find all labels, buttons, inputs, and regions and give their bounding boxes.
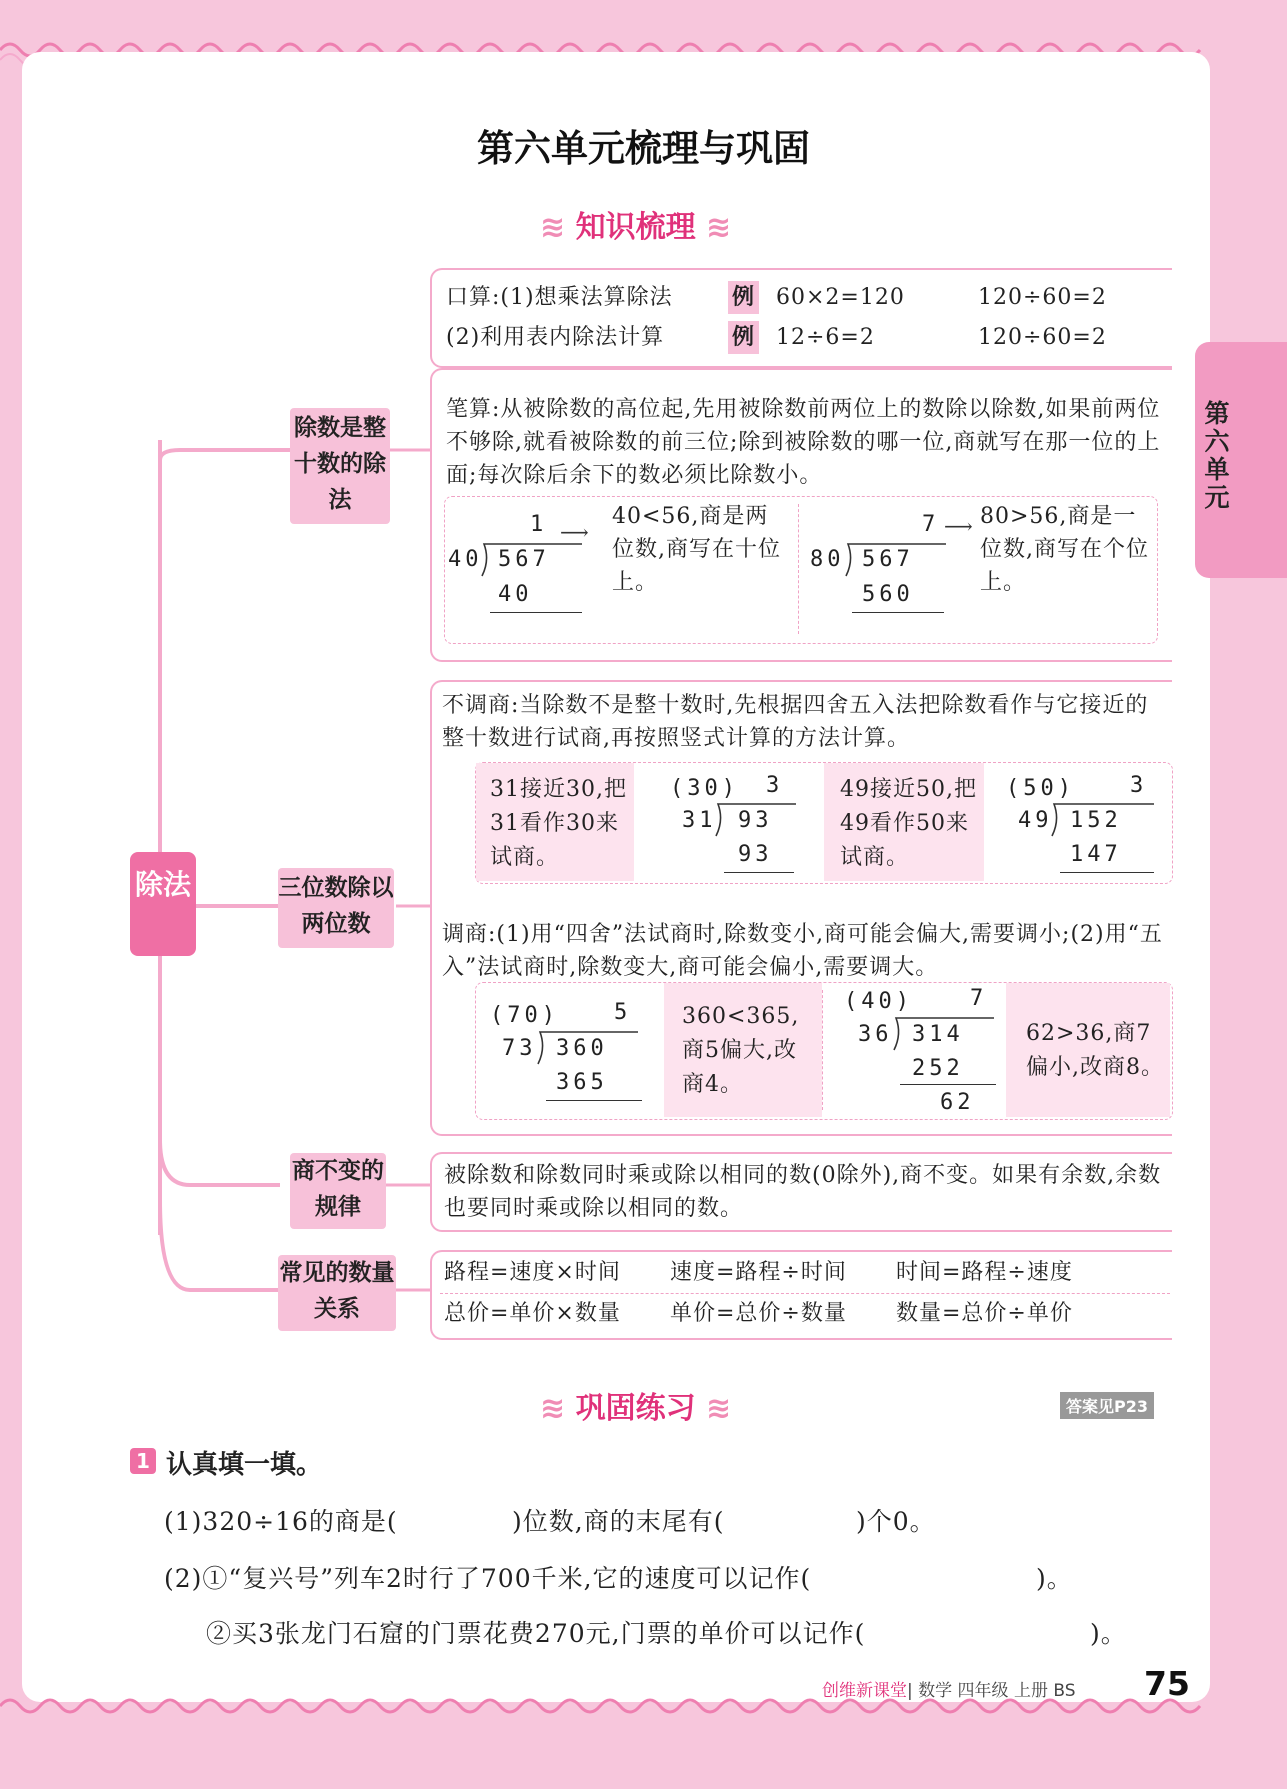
written-example-1-note: 40<56,商是两位数,商写在十位上。 bbox=[612, 504, 781, 595]
long-div-product: 252 bbox=[912, 1056, 964, 1081]
question-3-part-b: )。 bbox=[1090, 1619, 1127, 1648]
invariance-rule: 被除数和除数同时乘或除以相同的数(0除外),商不变。如果有余数,余数也要同时乘或除以相同的数。 bbox=[444, 1163, 1162, 1221]
long-div-dividend: 567 bbox=[498, 547, 550, 572]
long-div-divisor: 40 bbox=[448, 547, 483, 572]
wave-deco-icon: ≋ bbox=[540, 1391, 566, 1426]
long-div-rule bbox=[852, 612, 944, 613]
long-div-rule bbox=[546, 1100, 642, 1101]
divider bbox=[798, 504, 799, 634]
relation-quantity: 数量=总价÷单价 bbox=[896, 1301, 1073, 1326]
node-quotient-invariance: 商不变的规律 bbox=[290, 1153, 386, 1229]
page-number: 75 bbox=[1144, 1664, 1190, 1703]
adjust-example-1-note: 360<365,商5偏大,改商4。 bbox=[682, 1004, 800, 1097]
relation-distance: 路程=速度×时间 bbox=[444, 1260, 621, 1285]
bottom-wave-border bbox=[0, 1688, 1287, 1728]
adjust-example-2-note: 62>36,商7偏小,改商8。 bbox=[1026, 1021, 1164, 1080]
wave-deco-icon: ≋ bbox=[540, 210, 566, 245]
example-tag: 例 bbox=[728, 321, 759, 354]
long-div-product: 40 bbox=[498, 582, 533, 607]
footer-series bbox=[822, 1676, 1076, 1701]
long-div-dividend: 360 bbox=[556, 1036, 608, 1061]
node-divide-by-tens: 除数是整十数的除法 bbox=[290, 408, 390, 524]
no-adjust-rule: 不调商:当除数不是整十数时,先根据四舍五入法把除数看作与它接近的整十数进行试商,再按照竖式计算的方法计算。 bbox=[442, 693, 1149, 751]
long-div-divisor: 80 bbox=[810, 547, 845, 572]
long-div-rule bbox=[724, 872, 794, 873]
relation-time: 时间=路程÷速度 bbox=[896, 1260, 1073, 1285]
page-title: 第六单元梳理与巩固 bbox=[477, 127, 810, 170]
question-2-part-b: )。 bbox=[1036, 1564, 1073, 1593]
long-div-quotient: 1 bbox=[530, 512, 548, 537]
long-div-rule bbox=[1060, 872, 1154, 873]
question-1-part-c: )个0。 bbox=[856, 1507, 936, 1536]
long-div-divisor: 31 bbox=[682, 808, 717, 833]
arrow-right-icon: ⟶ bbox=[944, 514, 973, 538]
long-div-quotient: 7 bbox=[970, 986, 988, 1011]
knowledge-section-heading bbox=[540, 202, 731, 246]
long-div-product: 93 bbox=[738, 842, 773, 867]
node-quantity-relations: 常见的数量关系 bbox=[278, 1255, 396, 1331]
long-div-hint: (50) bbox=[1006, 776, 1075, 801]
long-div-hint: (40) bbox=[844, 989, 913, 1014]
no-adjust-example-1-note: 31接近30,把31看作30来试商。 bbox=[490, 777, 627, 870]
long-div-rule bbox=[490, 612, 582, 613]
oral-example-2b: 120÷60=2 bbox=[978, 325, 1107, 350]
long-div-hint: (30) bbox=[670, 776, 739, 801]
practice-section-heading bbox=[540, 1383, 731, 1427]
relation-speed: 速度=路程÷时间 bbox=[670, 1260, 847, 1285]
long-div-quotient: 7 bbox=[922, 512, 940, 537]
wave-deco-icon: ≋ bbox=[706, 210, 732, 245]
arrow-right-icon: ⟶ bbox=[560, 520, 589, 544]
divider bbox=[440, 1293, 1170, 1294]
wave-deco-icon: ≋ bbox=[706, 1391, 732, 1426]
divider bbox=[822, 990, 823, 1110]
long-div-product: 560 bbox=[862, 582, 914, 607]
adjust-rule: 调商:(1)用“四舍”法试商时,除数变小,商可能会偏大,需要调小;(2)用“五入”法试商时,除数变大,商可能会偏小,需要调大。 bbox=[442, 922, 1163, 980]
long-div-product: 365 bbox=[556, 1070, 608, 1095]
question-3-part-a: ②买3张龙门石窟的门票花费270元,门票的单价可以记作( bbox=[206, 1619, 866, 1648]
long-div-quotient: 3 bbox=[1130, 773, 1148, 798]
long-div-divisor: 36 bbox=[858, 1022, 893, 1047]
long-div-dividend: 152 bbox=[1070, 808, 1122, 833]
relation-total-price: 总价=单价×数量 bbox=[444, 1301, 621, 1326]
relation-unit-price: 单价=总价÷数量 bbox=[670, 1301, 847, 1326]
unit-side-tab-label: 第六单元 bbox=[1204, 399, 1230, 512]
long-div-remainder: 62 bbox=[940, 1090, 975, 1115]
oral-line-2: (2)利用表内除法计算 bbox=[446, 325, 665, 350]
oral-example-1a: 60×2=120 bbox=[776, 285, 905, 310]
footer-subject: | 数学 四年级 上册 BS bbox=[907, 1681, 1076, 1701]
long-div-dividend: 314 bbox=[912, 1022, 964, 1047]
example-tag: 例 bbox=[728, 281, 759, 314]
long-div-product: 147 bbox=[1070, 842, 1122, 867]
long-div-divisor: 73 bbox=[502, 1036, 537, 1061]
oral-line-1: 口算:(1)想乘法算除法 bbox=[446, 285, 673, 310]
question-1-part-a: (1)320÷16的商是( bbox=[164, 1507, 398, 1536]
long-div-rule bbox=[900, 1084, 996, 1085]
practice-section-label: 巩固练习 bbox=[575, 1391, 696, 1426]
question-1-part-b: )位数,商的末尾有( bbox=[512, 1507, 725, 1536]
long-div-hint: (70) bbox=[490, 1003, 559, 1028]
long-div-dividend: 567 bbox=[862, 547, 914, 572]
long-div-quotient: 3 bbox=[766, 773, 784, 798]
oral-example-1b: 120÷60=2 bbox=[978, 285, 1107, 310]
long-div-divisor: 49 bbox=[1018, 808, 1053, 833]
knowledge-section-label: 知识梳理 bbox=[575, 210, 696, 245]
no-adjust-example-2-note: 49接近50,把49看作50来试商。 bbox=[840, 777, 977, 870]
long-div-dividend: 93 bbox=[738, 808, 773, 833]
footer-brand: 创维新课堂 bbox=[822, 1681, 907, 1701]
question-2-part-a: (2)①“复兴号”列车2时行了700千米,它的速度可以记作( bbox=[164, 1564, 812, 1593]
written-calc-rule: 笔算:从被除数的高位起,先用被除数前两位上的数除以除数,如果前两位不够除,就看被除数的前三位;除到被除数的哪一位,商就写在那一位的上面;每次除后余下的数必须比除数小。 bbox=[446, 397, 1161, 488]
long-div-quotient: 5 bbox=[614, 1000, 632, 1025]
node-three-by-two-digit: 三位数除以两位数 bbox=[278, 868, 394, 948]
exercise-heading: 认真填一填。 bbox=[166, 1450, 323, 1480]
mindmap-root-node: 除法 bbox=[130, 852, 196, 956]
oral-example-2a: 12÷6=2 bbox=[776, 325, 875, 350]
written-example-2-note: 80>56,商是一位数,商写在个位上。 bbox=[980, 504, 1149, 595]
exercise-number-badge: 1 bbox=[130, 1448, 156, 1474]
answer-reference-badge: 答案见P23 bbox=[1060, 1392, 1154, 1419]
